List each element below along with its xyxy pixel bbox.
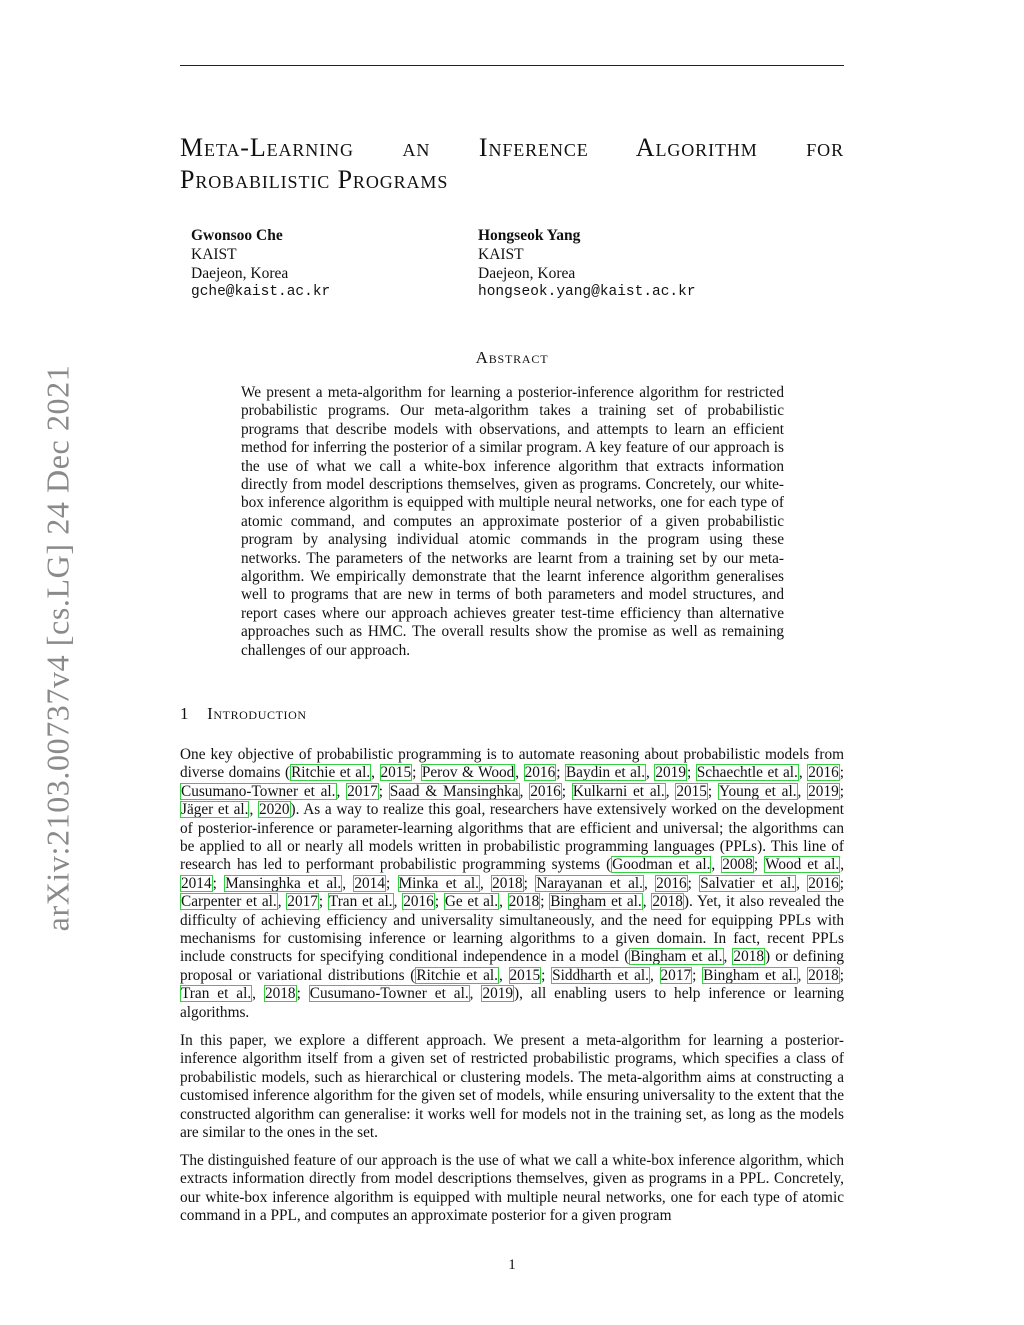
page-number: 1 — [508, 1257, 516, 1273]
text-run: , — [499, 893, 508, 911]
author-affiliation: KAIST — [478, 246, 524, 263]
citation-link[interactable]: 2016 — [656, 874, 687, 892]
citation-link[interactable]: Jäger et al. — [181, 801, 249, 819]
text-run: , — [642, 893, 652, 911]
text-run: ; — [687, 874, 700, 892]
text-run: ; — [378, 782, 389, 800]
citation-link[interactable]: Schaechtle et al. — [696, 764, 798, 782]
citation-link[interactable]: Baydin et al. — [565, 764, 646, 782]
text-run: , — [469, 985, 482, 1003]
text-run: , — [336, 782, 347, 800]
citation-link[interactable]: 2018 — [808, 966, 839, 984]
author-name: Hongseok Yang — [478, 227, 581, 244]
citation-link[interactable]: 2017 — [347, 782, 378, 800]
text-run: , — [277, 893, 287, 911]
text-run: ; — [434, 893, 444, 911]
citation-link[interactable]: 2018 — [492, 874, 523, 892]
citation-link[interactable]: 2018 — [264, 985, 296, 1003]
text-run: ; — [839, 782, 844, 800]
citation-link[interactable]: Wood et al. — [765, 856, 840, 874]
citation-link[interactable]: Cusumano-Towner et al. — [181, 782, 336, 800]
text-run: , — [393, 893, 403, 911]
text-run: ; — [839, 966, 844, 984]
citation-link[interactable]: 2016 — [530, 782, 561, 800]
citation-link[interactable]: 2016 — [808, 764, 839, 782]
text-run: , — [797, 966, 808, 984]
text-run: , — [249, 801, 258, 819]
text-run: ; — [212, 874, 225, 892]
text-run: ; — [541, 966, 552, 984]
text-run: ; — [412, 764, 421, 782]
text-run: ; — [385, 874, 398, 892]
text-run: ). As a way to realize this goal, researchers have extensively worked on the development of posterior-inference or parameter-learning algorithms that are efficient and universal; the algorithms can be applied to all or nearly all models written in probabilistic programming languages (PPLs). This line of research has led to performant probabilistic programming systems ( — [180, 801, 844, 874]
author-name: Gwonsoo Che — [191, 227, 283, 244]
citation-link[interactable]: 2017 — [287, 893, 318, 911]
text-run: , — [479, 874, 492, 892]
citation-link[interactable]: 2016 — [808, 874, 839, 892]
section-number: 1 — [180, 704, 190, 723]
citation-link[interactable]: Tran et al. — [181, 985, 252, 1003]
citation-link[interactable]: 2015 — [380, 764, 412, 782]
citation-link[interactable]: 2018 — [508, 893, 540, 911]
citation-link[interactable]: Mansinghka et al. — [225, 874, 342, 892]
abstract-text: We present a meta-algorithm for learning a posterior-inference algorithm for restricted probabilistic programs. Our meta-algorithm takes a training set of probabilistic programs that describe models with observations, and attempts to learn an efficient method for inferring the posterior of a similar program. A key feature of our approach is the use of what we call a white-box inference algorithm that extracts information directly from model descriptions themselves, given as programs. Concretely, our white-box inference algorithm is equipped with multiple neural networks, one for each type of atomic command, and computes an approximate posterior of a given probabilistic program by analysing individual atomic commands in the program using these networks. The parameters of the networks are learnt from a training set by our meta-algorithm. We empirically demonstrate that the learnt inference algorithm generalises well to programs that are new in terms of both parameters and model structures, and report cases where our approach achieves greater test-time efficiency than alternative approaches such as HMC. The overall results show the promise as well as remaining challenges of our approach. — [241, 384, 784, 659]
text-run: , — [371, 764, 380, 782]
author-email[interactable]: gche@kaist.ac.kr — [191, 284, 331, 300]
citation-link[interactable]: Saad & Mansinghka — [389, 782, 519, 800]
citation-link[interactable]: 2017 — [660, 966, 692, 984]
text-run: , — [723, 948, 733, 966]
text-run: ; — [556, 764, 565, 782]
text-run: , — [498, 966, 509, 984]
author-block — [191, 226, 330, 302]
citation-link[interactable]: Ritchie et al. — [291, 764, 371, 782]
text-run: , — [797, 782, 808, 800]
text-run: , — [649, 966, 660, 984]
text-run: ; — [523, 874, 536, 892]
text-run: ; — [318, 893, 328, 911]
citation-link[interactable]: 2019 — [655, 764, 686, 782]
citation-link[interactable]: Minka et al. — [398, 874, 479, 892]
intro-paragraph-3: The distinguished feature of our approach is the use of what we call a white-box inference algorithm, which extracts information directly from model descriptions themselves, given as programs in a PPL. Concretely, our white-box inference algorithm is equipped with multiple neural networks, one for each type of atomic command in a PPL, and computes an approximate posterior for a given program — [180, 1152, 844, 1225]
text-run: ). Yet, it also revealed the difficulty of achieving efficiency and universality simultaneously, and the need for equipping PPLs with mechanisms for customising inference or learning algorithms to a given domain. In fact, recent PPLs include constructs for specifying conditional independence in a model ( — [180, 893, 845, 966]
intro-paragraph-1 — [180, 746, 844, 1022]
citation-link[interactable]: Ritchie et al. — [416, 966, 498, 984]
text-run: ; — [561, 782, 572, 800]
citation-link[interactable]: 2018 — [733, 948, 765, 966]
section-heading — [180, 704, 307, 724]
abstract-heading: Abstract — [475, 348, 549, 367]
author-location: Daejeon, Korea — [478, 265, 576, 282]
citation-link[interactable]: 2018 — [652, 893, 683, 911]
text-run: ; — [692, 966, 703, 984]
citation-link[interactable]: Carpenter et al. — [181, 893, 277, 911]
text-run: ; — [753, 856, 765, 874]
citation-link[interactable]: 2016 — [403, 893, 434, 911]
citation-link[interactable]: 2019 — [482, 985, 514, 1003]
citation-link[interactable]: Tran et al. — [328, 893, 393, 911]
citation-link[interactable]: Cusumano-Towner et al. — [309, 985, 469, 1003]
author-affiliation: KAIST — [191, 246, 237, 263]
citation-link[interactable]: Ge et al. — [444, 893, 499, 911]
text-run: One key objective of probabilistic programming is to automate reasoning about probabilistic models from diverse domains ( — [180, 746, 844, 782]
section-title: Introduction — [207, 704, 307, 723]
text-run: ; — [839, 764, 845, 782]
citation-link[interactable]: Perov & Wood — [421, 764, 515, 782]
text-run: , — [252, 985, 264, 1003]
citation-link[interactable]: Salvatier et al. — [700, 874, 796, 892]
paper-title-line2: Probabilistic Programs — [180, 165, 449, 194]
author-location: Daejeon, Korea — [191, 265, 289, 282]
text-run: ; — [296, 985, 309, 1003]
citation-link[interactable]: Kulkarni et al. — [572, 782, 665, 800]
text-run: , — [840, 856, 845, 874]
header-rule — [180, 65, 844, 66]
citation-link[interactable]: Narayanan et al. — [536, 874, 643, 892]
text-run: ; — [540, 893, 550, 911]
citation-link[interactable]: Bingham et al. — [703, 966, 797, 984]
citation-link[interactable]: 2014 — [354, 874, 385, 892]
citation-link[interactable]: 2019 — [808, 782, 839, 800]
text-run: , — [711, 856, 722, 874]
text-run: , — [646, 764, 655, 782]
citation-link[interactable]: Goodman et al. — [612, 856, 711, 874]
citation-link[interactable]: Bingham et al. — [630, 948, 723, 966]
text-run: ; — [839, 874, 845, 892]
citation-link[interactable]: Bingham et al. — [550, 893, 642, 911]
citation-link[interactable]: 2020 — [258, 801, 290, 819]
citation-link[interactable]: 2015 — [509, 966, 541, 984]
paper-title: Meta-Learning an Inference Algorithm for — [180, 133, 844, 162]
citation-link[interactable]: 2015 — [676, 782, 707, 800]
citation-link[interactable]: Young et al. — [718, 782, 797, 800]
text-run: ) or defining proposal or variational distributions ( — [180, 948, 845, 984]
citation-link[interactable]: 2016 — [524, 764, 556, 782]
text-run: ; — [686, 764, 696, 782]
text-run: , — [798, 764, 808, 782]
intro-paragraph-2: In this paper, we explore a different approach. We present a meta-algorithm for learning a posterior-inference algorithm itself from a given set of restricted probabilistic programs, which specifies a class of probabilistic models, such as hierarchical or clustering models. The meta-algorithm aims at constructing a customised inference algorithm for the given set of models, while ensuring universality to the extent that the constructed algorithm can generalise: it works well for models not in the training set, as long as the models are similar to the ones in the set. — [180, 1032, 844, 1142]
text-run: ), all enabling users to help inference or learning algorithms. — [180, 985, 845, 1021]
text-run: ; — [707, 782, 718, 800]
text-run: , — [796, 874, 808, 892]
citation-link[interactable]: 2014 — [181, 874, 212, 892]
text-run: , — [643, 874, 656, 892]
text-run: , — [342, 874, 354, 892]
text-run: , — [519, 782, 530, 800]
arxiv-identifier[interactable]: arXiv:2103.00737v4 [cs.LG] 24 Dec 2021 — [39, 364, 76, 932]
text-run: , — [515, 764, 524, 782]
citation-link[interactable]: Siddharth et al. — [552, 966, 649, 984]
author-block — [478, 226, 696, 302]
text-run: , — [665, 782, 676, 800]
author-email[interactable]: hongseok.yang@kaist.ac.kr — [478, 284, 696, 300]
citation-link[interactable]: 2008 — [722, 856, 753, 874]
